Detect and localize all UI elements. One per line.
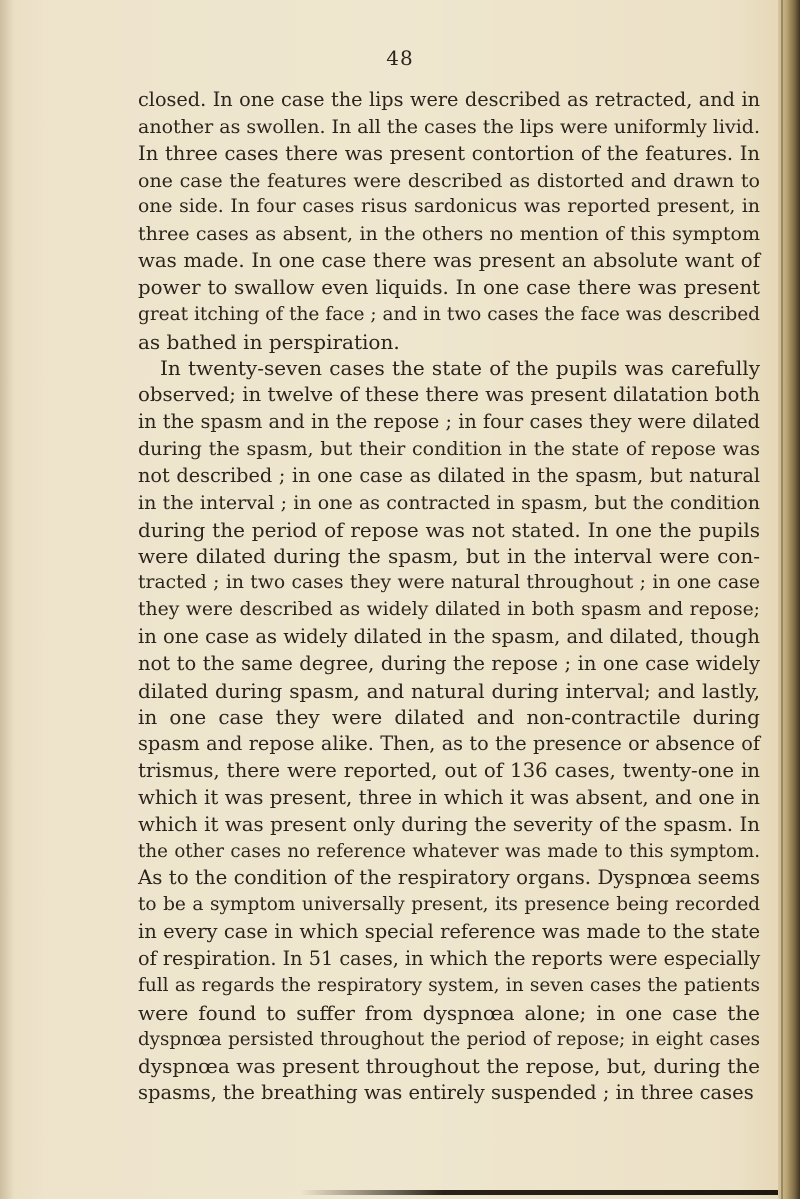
text-line: dyspnœa was present throughout the repose, but, during the [138, 1054, 760, 1079]
text-line: the other cases no reference whatever was made to this symptom. [138, 840, 760, 862]
text-line: of respiration. In 51 cases, in which the reports were especially [138, 947, 761, 970]
text-line: in one case they were dilated and non-contractile during [138, 705, 760, 730]
text-line: In twenty-seven cases the state of the pupils was carefully [160, 356, 760, 381]
text-line: another as swollen. In all the cases the lips were uniformly livid. [138, 115, 761, 138]
text-line: during the spasm, but their condition in the state of repose was [138, 437, 760, 460]
text-line: one side. In four cases risus sardonicus was reported present, in [138, 196, 760, 218]
book-edge [778, 0, 800, 1199]
text-line: observed; in twelve of these there was present dilatation both [138, 383, 760, 407]
text-line: dyspnœa persisted throughout the period of repose; in eight cases [138, 1028, 760, 1050]
text-line: one case the features were described as distorted and drawn to [138, 169, 760, 192]
text-line: three cases as absent, in the others no mention of this symptom [138, 223, 760, 246]
text-line: In three cases there was present contortion of the features. In [138, 141, 760, 165]
text-line: which it was present only during the severity of the spasm. In [138, 812, 760, 836]
text-line: were found to suffer from dyspnœa alone; in one case the [138, 1000, 760, 1025]
text-line: in every case in which special reference was made to the state [138, 920, 760, 944]
text-line: full as regards the respiratory system, in seven cases the patients [138, 974, 760, 996]
text-line: were dilated during the spasm, but in the interval were con- [138, 544, 760, 569]
text-line: closed. In one case the lips were described as retracted, and in [138, 88, 760, 111]
page-bottom-edge [300, 1190, 778, 1195]
text-line: in the spasm and in the repose ; in four cases they were dilated [138, 410, 760, 434]
text-line: they were described as widely dilated in both spasm and repose; [138, 599, 760, 621]
text-line: power to swallow even liquids. In one case there was present [138, 275, 760, 299]
page-number: 48 [386, 46, 414, 70]
text-line: to be a symptom universally present, its presence being recorded [138, 894, 760, 916]
text-line: as bathed in perspiration. [138, 329, 400, 354]
text-line: dilated during spasm, and natural during interval; and lastly, [138, 678, 760, 703]
text-line: in the interval ; in one as contracted in spasm, but the condition [138, 491, 760, 514]
text-line: during the period of repose was not stated. In one the pupils [138, 517, 760, 542]
text-line: spasms, the breathing was entirely suspended ; in three cases [138, 1081, 754, 1105]
text-line: not described ; in one case as dilated in the spasm, but natural [138, 463, 760, 487]
text-line: great itching of the face ; and in two cases the face was described [138, 303, 760, 325]
text-line: which it was present, three in which it was absent, and one in [138, 785, 760, 809]
gutter-shadow [0, 0, 14, 1199]
text-line: As to the condition of the respiratory organs. Dyspnœa seems [138, 866, 760, 890]
text-line: not to the same degree, during the repose ; in one case widely [138, 651, 760, 675]
text-line: was made. In one case there was present an absolute want of [138, 249, 760, 273]
body-text [138, 87, 760, 1107]
text-line: tracted ; in two cases they were natural throughout ; in one case [138, 572, 760, 594]
text-line: spasm and repose alike. Then, as to the presence or absence of [138, 732, 760, 756]
text-line: in one case as widely dilated in the spasm, and dilated, though [138, 624, 760, 648]
text-line: trismus, there were reported, out of 136 cases, twenty-one in [138, 759, 760, 783]
